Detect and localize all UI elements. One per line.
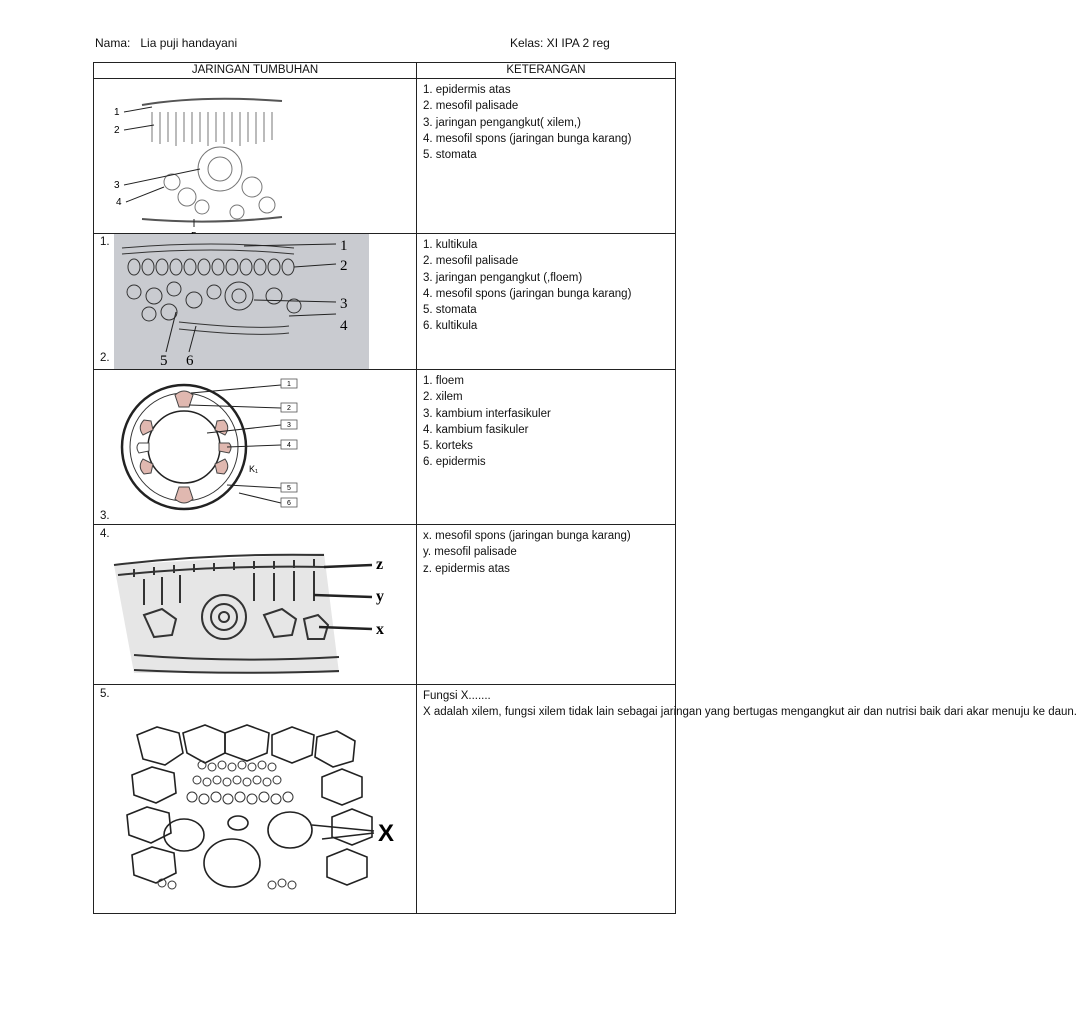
- table-row: [94, 234, 676, 370]
- fig2-label-2: 2: [340, 258, 348, 274]
- header-jaringan: JARINGAN TUMBUHAN: [94, 63, 417, 79]
- desc-item: 3. jaringan pengangkut( xilem,): [423, 116, 581, 129]
- fig2-label-6: 6: [186, 353, 194, 369]
- desc-item: 2. mesofil palisade: [423, 255, 519, 268]
- fig2-label-5: 5: [160, 353, 168, 369]
- figure-cell: [94, 370, 417, 525]
- desc-item: 5. stomata: [423, 149, 477, 162]
- fig3-label-4: 4: [287, 442, 291, 449]
- fig2-label-3: 3: [340, 296, 348, 312]
- fig3-label-6: 6: [287, 500, 291, 507]
- fig4-label-z: z: [376, 556, 384, 573]
- desc-item: 1. floem: [423, 375, 464, 387]
- table-row: [94, 525, 676, 685]
- desc-item: 6. kultikula: [423, 320, 478, 333]
- description-cell: [417, 525, 676, 685]
- fig1-label-2: 2: [114, 125, 120, 136]
- xylem-tissue-figure-5: [122, 705, 412, 900]
- description-cell: [417, 79, 676, 234]
- fig3-label-3: 3: [287, 422, 291, 429]
- figure-cell: [94, 685, 417, 914]
- header-keterangan: KETERANGAN: [417, 63, 676, 79]
- fig3-label-2: 2: [287, 405, 291, 412]
- function-title: Fungsi X.......: [423, 690, 491, 702]
- row-number: 5.: [100, 688, 110, 700]
- desc-item: 2. mesofil palisade: [423, 100, 519, 113]
- fig1-label-1: 1: [114, 107, 120, 118]
- desc-item: 3. kambium interfasikuler: [423, 407, 551, 420]
- table-header-row: [94, 63, 676, 79]
- desc-item: 2. xilem: [423, 391, 463, 404]
- student-name: [95, 36, 237, 50]
- desc-item: y. mesofil palisade: [423, 546, 517, 559]
- function-paragraph: X adalah xilem, fungsi xilem tidak lain sebagai jaringan yang bertugas mengangkut air dan nutrisi baik dari akar menuju ke daun.: [423, 706, 1077, 719]
- leaf-cross-section-figure-4: [104, 545, 404, 680]
- figure-cell: [94, 79, 417, 248]
- row-number: 4.: [100, 528, 110, 540]
- fig3-label-1: 1: [287, 381, 291, 388]
- tissue-table: [93, 62, 1077, 914]
- desc-item: 1. kultikula: [423, 239, 478, 251]
- fig1-label-3: 3: [114, 180, 120, 191]
- name-value: Lia puji handayani: [140, 36, 238, 50]
- fig1-label-4: 4: [116, 197, 122, 208]
- row-number: 2.: [100, 352, 110, 364]
- desc-item: 5. stomata: [423, 304, 477, 317]
- fig2-label-4: 4: [340, 318, 348, 334]
- desc-item: 1. epidermis atas: [423, 84, 511, 96]
- desc-item: 4. mesofil spons (jaringan bunga karang): [423, 132, 632, 145]
- desc-item: z. epidermis atas: [423, 562, 510, 575]
- fig4-label-y: y: [376, 588, 384, 605]
- fig2-label-1: 1: [340, 238, 348, 254]
- table-row: [94, 685, 676, 914]
- figure-cell: [94, 234, 417, 370]
- fig5-label-x: X: [378, 820, 395, 847]
- desc-item: 4. kambium fasikuler: [423, 423, 529, 436]
- description-cell: [417, 685, 1077, 914]
- class-label: Kelas: XI IPA 2 reg: [510, 36, 610, 50]
- desc-item: 6. epidermis: [423, 456, 486, 469]
- desc-item: 5. korteks: [423, 440, 473, 453]
- fig4-label-x: x: [376, 621, 384, 638]
- description-cell: [417, 370, 676, 525]
- figure-cell: [94, 525, 417, 685]
- desc-item: 3. jaringan pengangkut (,floem): [423, 271, 583, 284]
- row-number: 1.: [100, 236, 110, 248]
- table-row: [94, 370, 676, 525]
- leaf-cross-section-figure-2: [114, 234, 369, 369]
- leaf-cross-section-figure-1: [112, 87, 332, 232]
- description-cell: [417, 234, 676, 370]
- name-label: Nama:: [95, 36, 131, 50]
- fig3-label-5: 5: [287, 485, 291, 492]
- fig3-label-k: K₁: [249, 464, 259, 474]
- table-row: [94, 79, 676, 234]
- row-number: 3.: [100, 510, 110, 522]
- stem-cross-section-figure-3: [119, 375, 319, 520]
- desc-item: 4. mesofil spons (jaringan bunga karang): [423, 287, 632, 300]
- desc-item: x. mesofil spons (jaringan bunga karang): [423, 530, 631, 542]
